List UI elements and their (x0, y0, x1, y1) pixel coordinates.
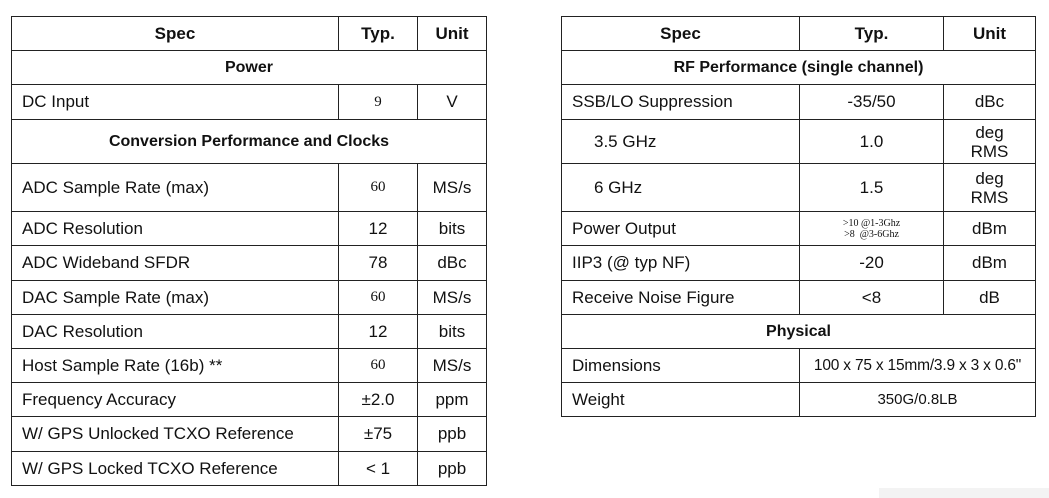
table-row (562, 349, 1036, 383)
section-title-power: Power (12, 51, 487, 85)
table-row (12, 281, 487, 315)
table-row (562, 281, 1036, 315)
header-spec: Spec (12, 17, 339, 51)
header-typ: Typ. (339, 17, 418, 51)
table-row (12, 164, 487, 212)
table-row (12, 315, 487, 349)
left-spec-table (11, 16, 487, 486)
spec-cell: DAC Sample Rate (max) (12, 281, 339, 315)
unit-cell: dB (944, 281, 1036, 315)
spec-cell: 3.5 GHz (562, 120, 800, 164)
typ-cell: 1.0 (800, 120, 944, 164)
table-row (12, 212, 487, 246)
typ-cell: 12 (339, 315, 418, 349)
spec-cell: SSB/LO Suppression (562, 85, 800, 120)
typ-cell: ±75 (339, 417, 418, 452)
typ-cell: < 1 (339, 452, 418, 486)
unit-cell: MS/s (418, 349, 487, 383)
unit-cell (944, 164, 1036, 212)
unit-cell (944, 120, 1036, 164)
spec-cell: ADC Resolution (12, 212, 339, 246)
table-row (562, 383, 1036, 417)
typ-cell: <8 (800, 281, 944, 315)
section-title-rf-performance: RF Performance (single channel) (562, 51, 1036, 85)
section-title-conversion: Conversion Performance and Clocks (12, 120, 487, 164)
header-row (12, 17, 487, 51)
unit-cell: ppb (418, 452, 487, 486)
typ-cell: -35/50 (800, 85, 944, 120)
unit-cell: MS/s (418, 281, 487, 315)
spec-cell: Dimensions (562, 349, 800, 383)
spec-cell: IIP3 (@ typ NF) (562, 246, 800, 281)
table-row (12, 452, 487, 486)
corner-overlay (879, 488, 1049, 498)
section-row (12, 51, 487, 85)
table-row (562, 120, 1036, 164)
table-row (12, 85, 487, 120)
typ-cell: ±2.0 (339, 383, 418, 417)
table-row (12, 349, 487, 383)
spec-cell: Weight (562, 383, 800, 417)
table-row (562, 246, 1036, 281)
unit-cell: V (418, 85, 487, 120)
unit-cell: MS/s (418, 164, 487, 212)
unit-cell: dBc (944, 85, 1036, 120)
spec-cell: W/ GPS Locked TCXO Reference (12, 452, 339, 486)
spec-cell: DAC Resolution (12, 315, 339, 349)
typ-cell (800, 212, 944, 246)
unit-line: RMS (970, 187, 1009, 207)
unit-line: deg (975, 122, 1004, 142)
value-cell: 350G/0.8LB (800, 383, 1036, 417)
spec-cell: Power Output (562, 212, 800, 246)
typ-line: >8 @3-6Ghz (844, 228, 899, 240)
unit-cell: dBc (418, 246, 487, 281)
spec-cell: Host Sample Rate (16b) ** (12, 349, 339, 383)
typ-cell: 1.5 (800, 164, 944, 212)
value-cell: 100 x 75 x 15mm/3.9 x 3 x 0.6" (800, 349, 1036, 383)
table-row (562, 212, 1036, 246)
section-row (562, 51, 1036, 85)
header-unit: Unit (418, 17, 487, 51)
unit-line: deg (975, 168, 1004, 188)
unit-line: RMS (970, 141, 1009, 161)
spec-cell: ADC Sample Rate (max) (12, 164, 339, 212)
unit-cell: bits (418, 212, 487, 246)
header-unit: Unit (944, 17, 1036, 51)
typ-line: >10 @1-3Ghz (842, 217, 901, 229)
header-row (562, 17, 1036, 51)
unit-cell: dBm (944, 212, 1036, 246)
typ-cell: 9 (339, 85, 418, 120)
header-spec: Spec (562, 17, 800, 51)
section-row (12, 120, 487, 164)
table-row (12, 383, 487, 417)
spec-cell: DC Input (12, 85, 339, 120)
section-title-physical: Physical (562, 315, 1036, 349)
unit-cell: bits (418, 315, 487, 349)
table-row (12, 417, 487, 452)
typ-cell: 12 (339, 212, 418, 246)
spec-cell: ADC Wideband SFDR (12, 246, 339, 281)
typ-cell: 60 (339, 281, 418, 315)
table-row (562, 164, 1036, 212)
unit-cell: dBm (944, 246, 1036, 281)
typ-cell: 60 (339, 164, 418, 212)
unit-cell: ppm (418, 383, 487, 417)
typ-cell: -20 (800, 246, 944, 281)
typ-cell: 60 (339, 349, 418, 383)
table-row (562, 85, 1036, 120)
spec-cell: Frequency Accuracy (12, 383, 339, 417)
header-typ: Typ. (800, 17, 944, 51)
unit-cell: ppb (418, 417, 487, 452)
section-row (562, 315, 1036, 349)
right-spec-table (561, 16, 1036, 417)
spec-cell: Receive Noise Figure (562, 281, 800, 315)
spec-cell: 6 GHz (562, 164, 800, 212)
spec-cell: W/ GPS Unlocked TCXO Reference (12, 417, 339, 452)
table-row (12, 246, 487, 281)
typ-cell: 78 (339, 246, 418, 281)
